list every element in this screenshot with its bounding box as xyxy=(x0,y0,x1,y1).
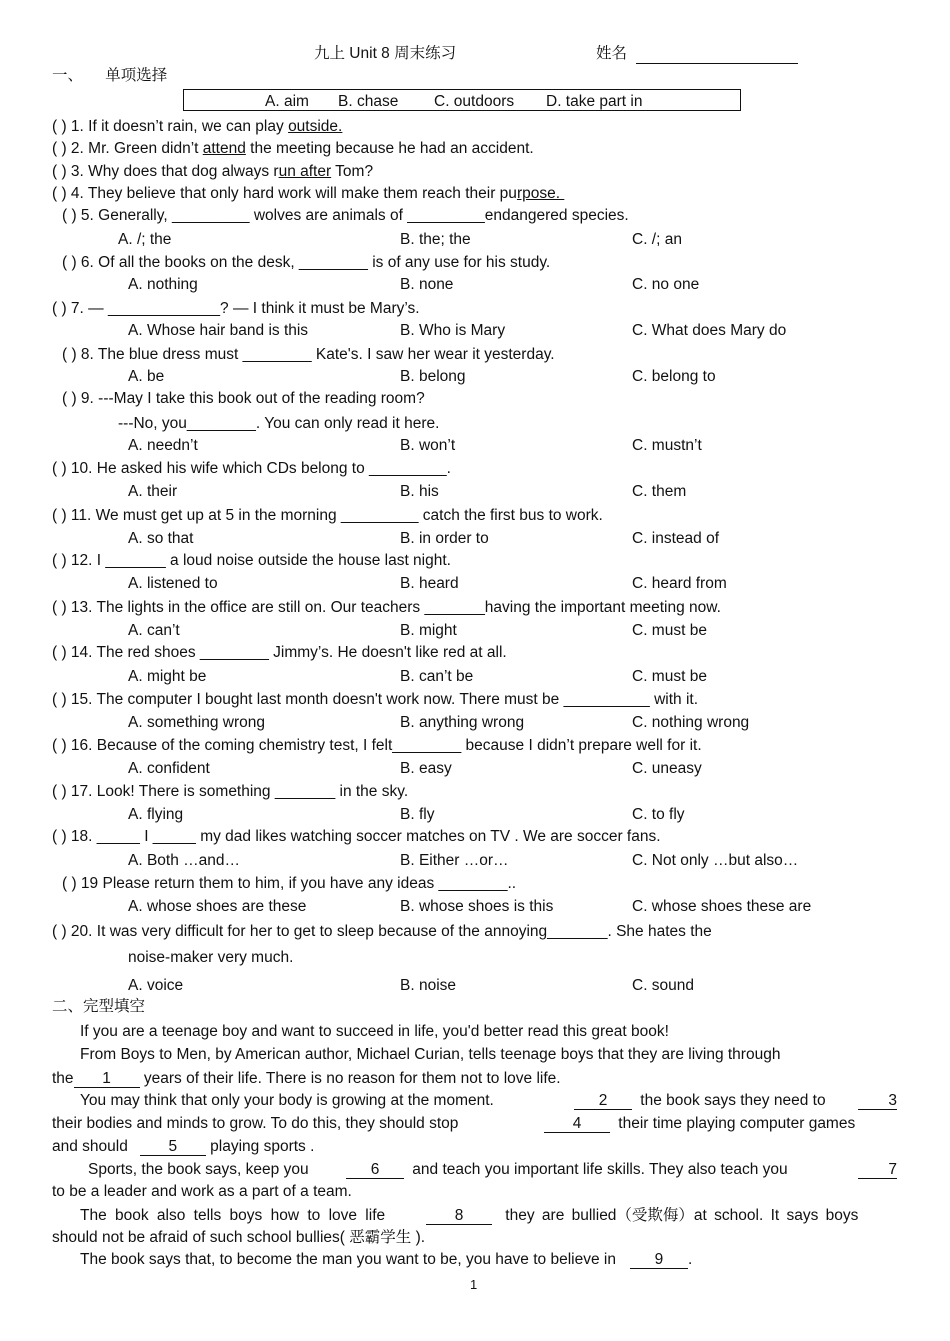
question-13-option-b[interactable]: B. might xyxy=(400,622,457,639)
passage-line-5 xyxy=(52,1116,897,1132)
question-4-target-word: rpose. xyxy=(516,185,565,202)
passage-line-4 xyxy=(80,1093,897,1109)
passage-line-3 xyxy=(52,1071,561,1088)
question-9-option-b[interactable]: B. won’t xyxy=(400,437,456,454)
question-15-option-a[interactable]: A. something wrong xyxy=(128,714,265,731)
cloze-blank-8[interactable]: 8 xyxy=(426,1208,492,1225)
question-11-option-c[interactable]: C. instead of xyxy=(632,530,720,547)
question-15-option-c[interactable]: C. nothing wrong xyxy=(632,714,750,731)
section2-heading: 二、完型填空 xyxy=(52,998,146,1015)
word-bank-box xyxy=(183,89,741,111)
question-16-option-c[interactable]: C. uneasy xyxy=(632,760,702,777)
question-18-option-a[interactable]: A. Both …and… xyxy=(128,852,241,869)
question-2 xyxy=(52,141,534,157)
question-12-stem: ( ) 12. I _______ a loud noise outside the house last night. xyxy=(52,552,451,569)
question-7-stem: ( ) 7. — _____________? — I think it must be Mary’s. xyxy=(52,300,420,317)
cloze-blank-5[interactable]: 5 xyxy=(140,1139,206,1156)
question-7-option-a[interactable]: A. Whose hair band is this xyxy=(128,322,309,339)
question-1-target-word: outside. xyxy=(288,118,343,135)
passage-text: and teach you important life skills. They also teach you xyxy=(408,1161,788,1178)
word-option-a: A. aim xyxy=(265,93,309,110)
cloze-blank-3[interactable]: 3 xyxy=(858,1093,897,1110)
passage-text: they are bullied（受欺侮）at school. It says boys xyxy=(498,1207,859,1224)
question-5-stem: ( ) 5. Generally, _________ wolves are animals of _________endangered species. xyxy=(62,207,629,224)
passage-line-7 xyxy=(88,1162,897,1178)
question-14-option-b[interactable]: B. can’t be xyxy=(400,668,474,685)
question-12-option-b[interactable]: B. heard xyxy=(400,575,459,592)
question-17-option-a[interactable]: A. flying xyxy=(128,806,184,823)
question-7-option-b[interactable]: B. Who is Mary xyxy=(400,322,506,339)
question-11-option-a[interactable]: A. so that xyxy=(128,530,194,547)
question-1 xyxy=(52,119,342,135)
cloze-blank-6[interactable]: 6 xyxy=(346,1162,404,1179)
question-13-stem: ( ) 13. The lights in the office are still on. Our teachers _______having the important meeting now. xyxy=(52,599,721,616)
passage-line-11 xyxy=(80,1252,692,1269)
cloze-blank-4[interactable]: 4 xyxy=(544,1116,610,1133)
question-6-stem: ( ) 6. Of all the books on the desk, ________ is of any use for his study. xyxy=(62,254,551,271)
name-label xyxy=(596,46,627,62)
question-17-option-c[interactable]: C. to fly xyxy=(632,806,685,823)
page-title: 九上 Unit 8 周末练习 xyxy=(314,45,457,62)
passage-line-9 xyxy=(80,1208,897,1224)
question-3-stem-end: Tom? xyxy=(331,163,374,180)
question-6-option-b[interactable]: B. none xyxy=(400,276,454,293)
question-15-stem: ( ) 15. The computer I bought last month doesn't work now. There must be __________ with it. xyxy=(52,691,699,708)
passage-line-2: From Boys to Men, by American author, Michael Curian, tells teenage boys that they are living through xyxy=(80,1046,781,1063)
cloze-blank-2[interactable]: 2 xyxy=(574,1093,632,1110)
question-11-option-b[interactable]: B. in order to xyxy=(400,530,489,547)
passage-text: You may think that only your body is growing at the moment. xyxy=(80,1092,494,1109)
passage-text: and should xyxy=(52,1138,128,1155)
passage-text: . xyxy=(687,1251,693,1268)
question-8-option-b[interactable]: B. belong xyxy=(400,368,466,385)
question-9-option-a[interactable]: A. needn’t xyxy=(128,437,198,454)
question-2-stem-end: the meeting because he had an accident. xyxy=(245,140,534,157)
cloze-blank-9[interactable]: 9 xyxy=(630,1252,688,1269)
question-18-option-c[interactable]: C. Not only …but also… xyxy=(632,852,799,869)
question-20-option-b[interactable]: B. noise xyxy=(400,977,457,994)
question-15-option-b[interactable]: B. anything wrong xyxy=(400,714,525,731)
question-18-stem: ( ) 18. _____ I _____ my dad likes watching soccer matches on TV . We are soccer fans. xyxy=(52,828,661,845)
cloze-blank-7[interactable]: 7 xyxy=(858,1162,897,1179)
name-label-text: 姓名 xyxy=(596,45,628,62)
question-16-stem: ( ) 16. Because of the coming chemistry test, I felt________ because I didn’t prepare well for it. xyxy=(52,737,702,754)
question-19-option-b[interactable]: B. whose shoes is this xyxy=(400,898,554,915)
question-10-stem: ( ) 10. He asked his wife which CDs belong to _________. xyxy=(52,460,451,477)
question-4 xyxy=(52,186,564,202)
question-8-stem: ( ) 8. The blue dress must ________ Kate's. I saw her wear it yesterday. xyxy=(62,346,555,363)
section1-heading: 一、 单项选择 xyxy=(52,67,168,84)
question-9-stem: ( ) 9. ---May I take this book out of the reading room? xyxy=(62,390,425,407)
passage-text: playing sports . xyxy=(205,1138,315,1155)
question-16-option-a[interactable]: A. confident xyxy=(128,760,210,777)
question-20-stem-line2: noise-maker very much. xyxy=(128,949,294,966)
passage-line-10: should not be afraid of such school bullies( 恶霸学生 ). xyxy=(52,1229,426,1246)
question-3-target-word: un after xyxy=(278,163,332,180)
question-9-stem-line2: ---No, you________. You can only read it here. xyxy=(118,415,440,432)
question-17-option-b[interactable]: B. fly xyxy=(400,806,435,823)
name-field[interactable] xyxy=(636,63,798,64)
question-4-stem: ( ) 4. They believe that only hard work will make them reach their pu xyxy=(52,185,517,202)
word-option-b: B. chase xyxy=(338,93,399,110)
question-10-option-c[interactable]: C. them xyxy=(632,483,687,500)
word-option-d: D. take part in xyxy=(546,93,643,110)
passage-line-6 xyxy=(52,1139,314,1156)
question-7-option-c[interactable]: C. What does Mary do xyxy=(632,322,787,339)
question-3 xyxy=(52,164,373,180)
word-option-c: C. outdoors xyxy=(434,93,515,110)
question-3-stem: ( ) 3. Why does that dog always r xyxy=(52,163,279,180)
question-13-option-a[interactable]: A. can’t xyxy=(128,622,180,639)
question-14-option-c[interactable]: C. must be xyxy=(632,668,707,685)
question-18-option-b[interactable]: B. Either …or… xyxy=(400,852,509,869)
passage-line-8: to be a leader and work as a part of a team. xyxy=(52,1183,352,1200)
passage-text: years of their life. There is no reason for them not to love life. xyxy=(139,1070,561,1087)
question-19-option-a[interactable]: A. whose shoes are these xyxy=(128,898,307,915)
passage-text: the xyxy=(52,1070,74,1087)
passage-text: the book says they need to xyxy=(636,1092,826,1109)
question-19-stem: ( ) 19 Please return them to him, if you have any ideas ________.. xyxy=(62,875,517,892)
passage-text: their time playing computer games xyxy=(614,1115,856,1132)
page-number: 1 xyxy=(470,1277,478,1292)
question-8-option-c[interactable]: C. belong to xyxy=(632,368,716,385)
question-10-option-a[interactable]: A. their xyxy=(128,483,178,500)
question-17-stem: ( ) 17. Look! There is something _______ in the sky. xyxy=(52,783,409,800)
question-12-option-a[interactable]: A. listened to xyxy=(128,575,218,592)
question-13-option-c[interactable]: C. must be xyxy=(632,622,707,639)
question-19-option-c[interactable]: C. whose shoes these are xyxy=(632,898,812,915)
question-2-stem: ( ) 2. Mr. Green didn’t xyxy=(52,140,203,157)
passage-text: Sports, the book says, keep you xyxy=(88,1161,309,1178)
question-12-option-c[interactable]: C. heard from xyxy=(632,575,727,592)
question-6-option-c[interactable]: C. no one xyxy=(632,276,700,293)
question-5-option-c[interactable]: C. /; an xyxy=(632,231,682,248)
question-14-option-a[interactable]: A. might be xyxy=(128,668,207,685)
question-5-option-b[interactable]: B. the; the xyxy=(400,231,471,248)
question-1-stem: ( ) 1. If it doesn’t rain, we can play xyxy=(52,118,289,135)
question-20-stem: ( ) 20. It was very difficult for her to get to sleep because of the annoying_______. She hates the xyxy=(52,923,712,940)
question-16-option-b[interactable]: B. easy xyxy=(400,760,452,777)
question-6-option-a[interactable]: A. nothing xyxy=(128,276,198,293)
cloze-blank-1[interactable]: 1 xyxy=(74,1071,140,1088)
passage-line-1: If you are a teenage boy and want to succeed in life, you'd better read this great book! xyxy=(80,1023,669,1040)
question-8-option-a[interactable]: A. be xyxy=(128,368,165,385)
question-20-option-a[interactable]: A. voice xyxy=(128,977,184,994)
question-9-option-c[interactable]: C. mustn’t xyxy=(632,437,702,454)
question-10-option-b[interactable]: B. his xyxy=(400,483,439,500)
question-20-option-c[interactable]: C. sound xyxy=(632,977,695,994)
passage-text: The book says that, to become the man you want to be, you have to believe in xyxy=(80,1251,616,1268)
question-14-stem: ( ) 14. The red shoes ________ Jimmy’s. He doesn't like red at all. xyxy=(52,644,507,661)
passage-text: their bodies and minds to grow. To do this, they should stop xyxy=(52,1115,459,1132)
question-11-stem: ( ) 11. We must get up at 5 in the morning _________ catch the first bus to work. xyxy=(52,507,603,524)
passage-text: The book also tells boys how to love life xyxy=(80,1207,386,1224)
question-5-option-a[interactable]: A. /; the xyxy=(118,231,172,248)
question-2-target-word: attend xyxy=(202,140,246,157)
